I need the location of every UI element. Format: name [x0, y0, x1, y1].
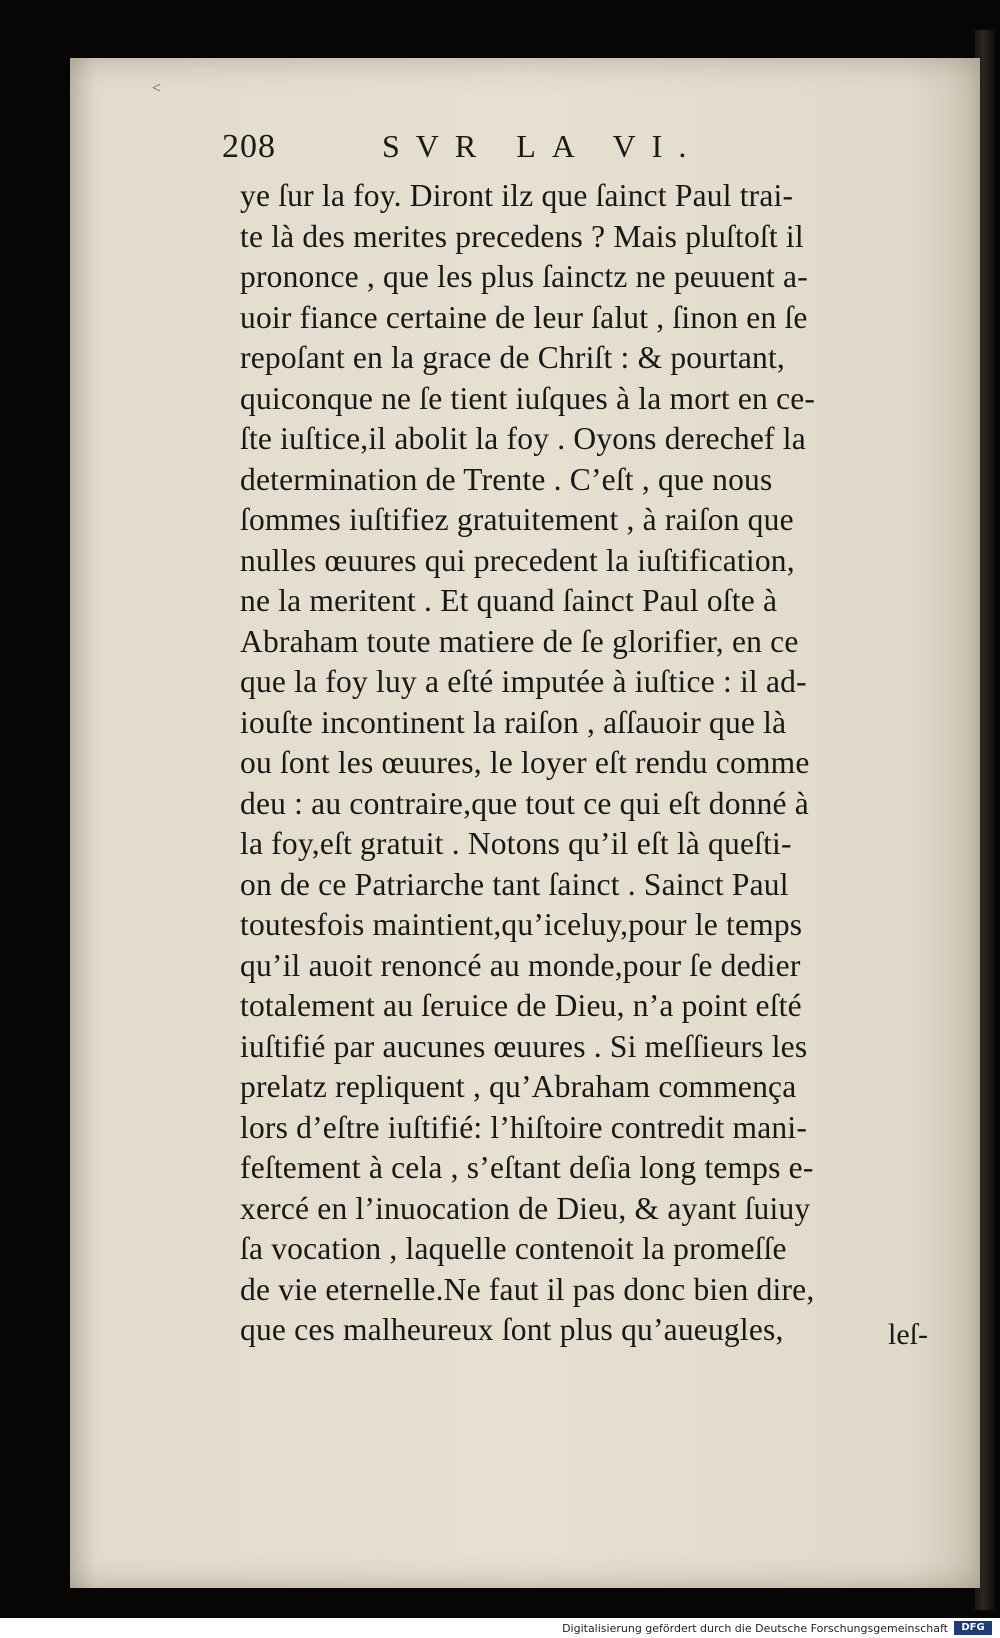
- page-number: 208: [222, 128, 276, 165]
- text-line: on de ce Patriarche tant ſainct . Sainct Paul: [240, 866, 789, 902]
- text-line: ſte iuſtice,il abolit la foy . Oyons derechef la: [240, 421, 806, 456]
- footer-credit: Digitalisierung gefördert durch die Deutsche Forschungsgemeinschaft: [562, 1622, 948, 1635]
- text-line: xercé en l’inuocation de Dieu, & ayant ſuiuy: [240, 1190, 811, 1226]
- text-line: lors d’eſtre iuſtifié: l’hiſtoire contredit mani-: [240, 1109, 808, 1145]
- catchword: leſ-: [888, 1318, 928, 1351]
- text-line: determination de Trente . C’eſt , que nous: [240, 461, 773, 497]
- text-line: que la foy luy a eſté imputée à iuſtice : il ad-: [240, 664, 807, 699]
- text-line: iouſte incontinent la raiſon , aſſauoir que là: [240, 704, 787, 740]
- page-header: [222, 128, 922, 172]
- text-line: nulles œuures qui precedent la iuſtification,: [240, 542, 795, 578]
- text-line: que ces malheureux ſont plus qu’aueugles,: [240, 1312, 784, 1347]
- text-line: ye ſur la foy. Diront ilz que ſainct Paul trai-: [240, 178, 794, 213]
- text-line: uoir fiance certaine de leur ſalut , ſinon en ſe: [240, 299, 808, 335]
- text-line: ou ſont les œuures, le loyer eſt rendu comme: [240, 745, 810, 780]
- text-line: prononce , que les plus ſainctz ne peuuent a-: [240, 259, 808, 294]
- text-line: ne la meritent . Et quand ſainct Paul oſte à: [240, 583, 778, 618]
- dfg-logo: DFG: [954, 1621, 992, 1635]
- text-line: Abraham toute matiere de ſe glorifier, en ce: [240, 623, 799, 659]
- text-line: totalement au ſeruice de Dieu, n’a point eſté: [240, 988, 802, 1023]
- running-head: SVR LA VI.: [382, 128, 703, 164]
- text-line: prelatz repliquent , qu’Abraham commença: [240, 1069, 797, 1104]
- text-line: quiconque ne ſe tient iuſques à la mort en ce-: [240, 380, 816, 416]
- text-line: feſtement à cela , s’eſtant deſia long temps e-: [240, 1150, 814, 1185]
- text-line: de vie eternelle.Ne faut il pas donc bien dire,: [240, 1271, 815, 1307]
- text-line: te là des merites precedens ? Mais pluſtoſt il: [240, 218, 804, 254]
- body-text: [240, 176, 940, 1351]
- text-line: ſa vocation , laquelle contenoit la promeſſe: [240, 1231, 787, 1266]
- pencil-mark: ˂: [152, 80, 162, 97]
- text-line: ſommes iuſtifiez gratuitement , à raiſon que: [240, 502, 794, 537]
- text-line: qu’il auoit renoncé au monde,pour ſe dedier: [240, 947, 801, 983]
- text-line: toutesfois maintient,qu’iceluy,pour le temps: [240, 907, 803, 942]
- text-line: la foy,eſt gratuit . Notons qu’il eſt là queſti-: [240, 826, 792, 861]
- text-line: iuſtifié par aucunes œuures . Si meſſieurs les: [240, 1028, 808, 1064]
- text-line: deu : au contraire,que tout ce qui eſt donné à: [240, 785, 809, 821]
- text-line: repoſant en la grace de Chriſt : & pourtant,: [240, 340, 785, 375]
